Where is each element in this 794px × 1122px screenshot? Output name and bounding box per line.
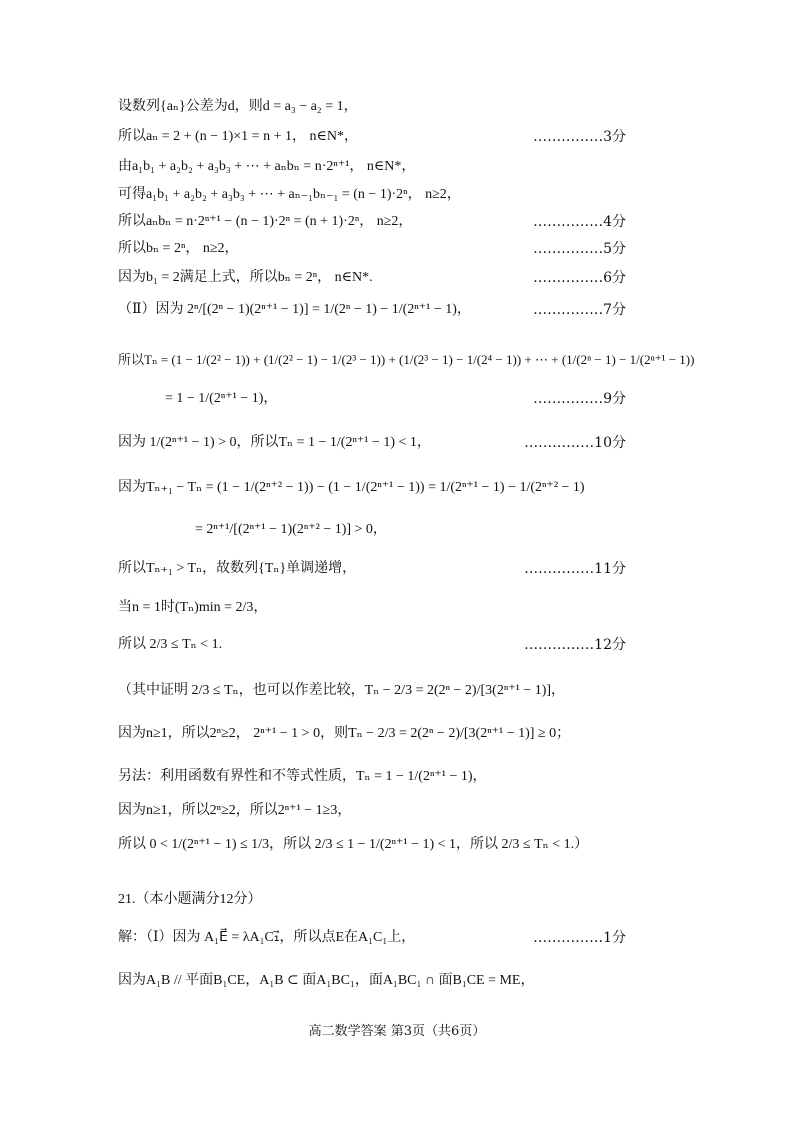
text-line: 由a₁b₁ + a₂b₂ + a₃b₃ + ⋯ + aₙbₙ = n·2ⁿ⁺¹， n∈N*， [118, 159, 416, 174]
text-line: 另法：利用函数有界性和不等式性质，Tₙ = 1 − 1/(2ⁿ⁺¹ − 1)， [118, 769, 487, 784]
text-line: = 1 − 1/(2ⁿ⁺¹ − 1)， [165, 391, 278, 406]
text-line: 因为n≥1，所以2ⁿ≥2，所以2ⁿ⁺¹ − 1≥3， [118, 803, 352, 818]
score-marker: ……………9分 [533, 391, 626, 407]
text-line: （Ⅱ）因为 2ⁿ/[(2ⁿ − 1)(2ⁿ⁺¹ − 1)] = 1/(2ⁿ − 1) − 1/(2ⁿ⁺¹ − 1)， [118, 302, 471, 317]
score-marker: ……………3分 [533, 129, 626, 145]
score-marker: ……………5分 [533, 241, 626, 257]
text-line: 解：（Ⅰ）因为 A₁E⃗ = λA₁C₁⃗，所以点E在A₁C₁上， [118, 930, 416, 945]
text-line: 所以aₙbₙ = n·2ⁿ⁺¹ − (n − 1)·2ⁿ = (n + 1)·2ⁿ， n≥2， [118, 214, 413, 229]
text-line: 因为n≥1，所以2ⁿ≥2， 2ⁿ⁺¹ − 1 > 0，则Tₙ − 2/3 = 2(2ⁿ − 2)/[3(2ⁿ⁺¹ − 1)] ≥ 0； [118, 726, 571, 741]
text-line: 设数列{aₙ}公差为d，则d = a₃ − a₂ = 1， [118, 99, 358, 114]
text-line: 所以 0 < 1/(2ⁿ⁺¹ − 1) ≤ 1/3，所以 2/3 ≤ 1 − 1/(2ⁿ⁺¹ − 1) < 1，所以 2/3 ≤ Tₙ < 1.） [118, 837, 589, 852]
text-line: 可得a₁b₁ + a₂b₂ + a₃b₃ + ⋯ + aₙ₋₁bₙ₋₁ = (n − 1)·2ⁿ， n≥2， [118, 187, 461, 202]
score-marker: ……………1分 [533, 930, 626, 946]
text-line: 因为A₁B // 平面B₁CE，A₁B ⊂ 面A₁BC₁，面A₁BC₁ ∩ 面B₁CE = ME， [118, 973, 535, 988]
score-marker: ……………6分 [533, 270, 626, 286]
text-line: 因为 1/(2ⁿ⁺¹ − 1) > 0，所以Tₙ = 1 − 1/(2ⁿ⁺¹ − 1) < 1， [118, 435, 431, 450]
text-line: 所以aₙ = 2 + (n − 1)×1 = n + 1， n∈N*， [118, 129, 358, 144]
text-line: 所以bₙ = 2ⁿ， n≥2， [118, 241, 239, 256]
text-line: 因为b₁ = 2满足上式，所以bₙ = 2ⁿ， n∈N*. [118, 270, 373, 285]
text-line: 所以 2/3 ≤ Tₙ < 1. [118, 637, 223, 652]
score-marker: ……………10分 [524, 435, 626, 451]
score-marker: ……………11分 [524, 561, 626, 577]
text-line: 当n = 1时(Tₙ)min = 2/3， [118, 600, 268, 615]
text-line: 因为Tₙ₊₁ − Tₙ = (1 − 1/(2ⁿ⁺² − 1)) − (1 − 1/(2ⁿ⁺¹ − 1)) = 1/(2ⁿ⁺¹ − 1) − 1/(2ⁿ⁺² − 1) [118, 480, 585, 495]
text-line: 所以Tₙ₊₁ > Tₙ，故数列{Tₙ}单调递增， [118, 561, 357, 576]
text-line: （其中证明 2/3 ≤ Tₙ，也可以作差比较，Tₙ − 2/3 = 2(2ⁿ − 2)/[3(2ⁿ⁺¹ − 1)]， [118, 683, 566, 698]
score-marker: ……………4分 [533, 214, 626, 230]
score-marker: ……………12分 [524, 637, 626, 653]
page-footer: 高二数学答案 第3页（共6页） [308, 1024, 486, 1039]
text-line: = 2ⁿ⁺¹/[(2ⁿ⁺¹ − 1)(2ⁿ⁺² − 1)] > 0， [195, 522, 387, 537]
text-line: 所以Tₙ = (1 − 1/(2² − 1)) + (1/(2² − 1) − 1/(2³ − 1)) + (1/(2³ − 1) − 1/(2⁴ − 1)) + ⋯ + (1/(2ⁿ − 1) − 1/(2ⁿ⁺¹ − 1)) [118, 352, 695, 367]
score-marker: ……………7分 [533, 302, 626, 318]
section-heading: 21.（本小题满分12分） [118, 892, 262, 907]
